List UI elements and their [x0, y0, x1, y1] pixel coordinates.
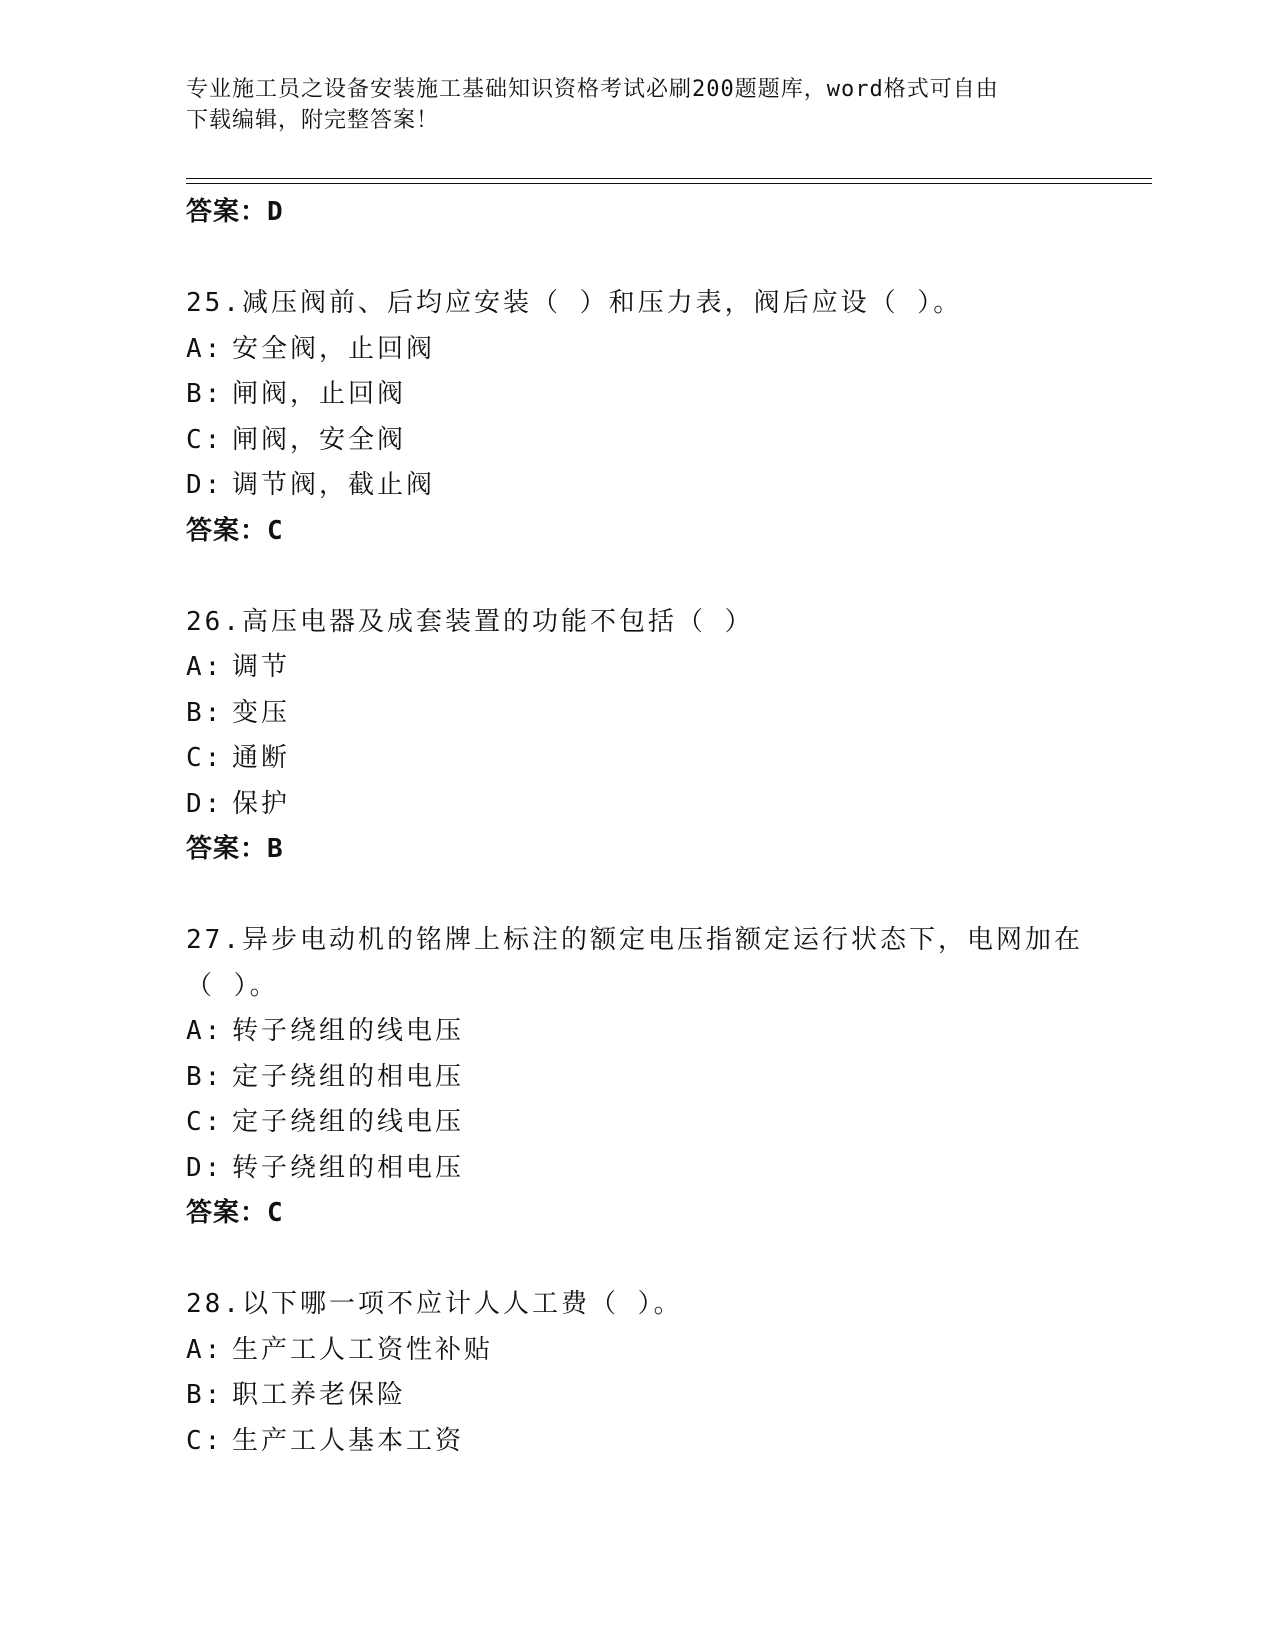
- option-key: C:: [186, 1107, 224, 1137]
- answer-line: 答案：C: [186, 515, 284, 546]
- option-key: A:: [186, 333, 224, 364]
- question-block: [186, 600, 1126, 873]
- option-c: [186, 418, 1126, 464]
- header-divider-bottom: [186, 183, 1152, 184]
- option-c: [186, 1419, 1126, 1465]
- option-text: 通断: [232, 743, 291, 773]
- option-text: 职工养老保险: [232, 1380, 407, 1410]
- question-text: [186, 281, 1126, 327]
- answer-line: 答案：C: [186, 1198, 284, 1228]
- previous-answer: 答案：D: [186, 197, 284, 227]
- option-text: 生产工人工资性补贴: [232, 1334, 494, 1365]
- option-text: 转子绕组的相电压: [232, 1152, 465, 1183]
- question-number: 28.: [186, 1289, 242, 1319]
- question-block: [186, 1282, 1126, 1464]
- question-block: [186, 918, 1126, 1237]
- option-a: [186, 645, 1126, 691]
- question-block: [186, 281, 1126, 554]
- question-text: [186, 918, 1126, 964]
- option-key: C:: [186, 1425, 224, 1456]
- header-divider-top: [186, 178, 1152, 179]
- option-key: D:: [186, 788, 224, 819]
- question-text-segment: （ ）。: [186, 970, 279, 1001]
- option-text: 转子绕组的线电压: [232, 1016, 465, 1046]
- option-key: B:: [186, 379, 224, 409]
- question-number: 26.: [186, 606, 242, 637]
- option-key: B:: [186, 1061, 224, 1092]
- option-text: 生产工人基本工资: [232, 1425, 465, 1456]
- question-spacer: [186, 1237, 1126, 1283]
- question-text: [186, 600, 1126, 646]
- option-key: D:: [186, 1152, 224, 1183]
- header-line-1: 专业施工员之设备安装施工基础知识资格考试必刷200题题库，word格式可自由: [186, 77, 999, 102]
- option-d: [186, 1146, 1126, 1192]
- question-number: 25.: [186, 288, 242, 318]
- question-text-segment: 以下哪一项不应计人人工费（ ）。: [241, 1289, 683, 1319]
- question-spacer: [186, 873, 1126, 919]
- option-text: 变压: [232, 697, 291, 728]
- option-d: [186, 782, 1126, 828]
- answer-line: 答案：B: [186, 834, 284, 864]
- option-d: [186, 463, 1126, 509]
- option-a: [186, 1009, 1126, 1055]
- question-spacer: [186, 554, 1126, 600]
- option-text: 调节阀，截止阀: [232, 470, 436, 500]
- option-a: [186, 1328, 1126, 1374]
- question-number: 27.: [186, 925, 242, 955]
- option-key: C:: [186, 424, 224, 455]
- option-key: B:: [186, 1380, 224, 1410]
- option-text: 闸阀，安全阀: [232, 424, 407, 455]
- option-key: D:: [186, 470, 224, 500]
- option-text: 定子绕组的线电压: [232, 1107, 465, 1137]
- option-b: [186, 691, 1126, 737]
- question-text-segment: 异步电动机的铭牌上标注的额定电压指额定运行状态下，电网加在: [241, 925, 1083, 955]
- option-b: [186, 372, 1126, 418]
- question-list: [186, 190, 1126, 1464]
- question-text: [186, 1282, 1126, 1328]
- question-text-segment: 高压电器及成套装置的功能不包括（ ）: [241, 606, 754, 637]
- option-key: B:: [186, 697, 224, 728]
- question-spacer: [186, 236, 1126, 282]
- question-text-continued: [186, 964, 1126, 1010]
- option-c: [186, 1100, 1126, 1146]
- option-key: A:: [186, 1016, 224, 1046]
- option-text: 调节: [232, 652, 291, 682]
- option-key: C:: [186, 743, 224, 773]
- option-text: 安全阀，止回阀: [232, 333, 436, 364]
- option-b: [186, 1055, 1126, 1101]
- header-line-2: 下载编辑，附完整答案！: [186, 108, 440, 133]
- option-key: A:: [186, 652, 224, 682]
- option-c: [186, 736, 1126, 782]
- document-header: [186, 74, 1066, 136]
- question-text-segment: 减压阀前、后均应安装（ ）和压力表，阀后应设（ ）。: [241, 288, 963, 318]
- option-key: A:: [186, 1334, 224, 1365]
- option-text: 闸阀，止回阀: [232, 379, 407, 409]
- option-b: [186, 1373, 1126, 1419]
- option-a: [186, 327, 1126, 373]
- option-text: 保护: [232, 788, 291, 819]
- option-text: 定子绕组的相电压: [232, 1061, 465, 1092]
